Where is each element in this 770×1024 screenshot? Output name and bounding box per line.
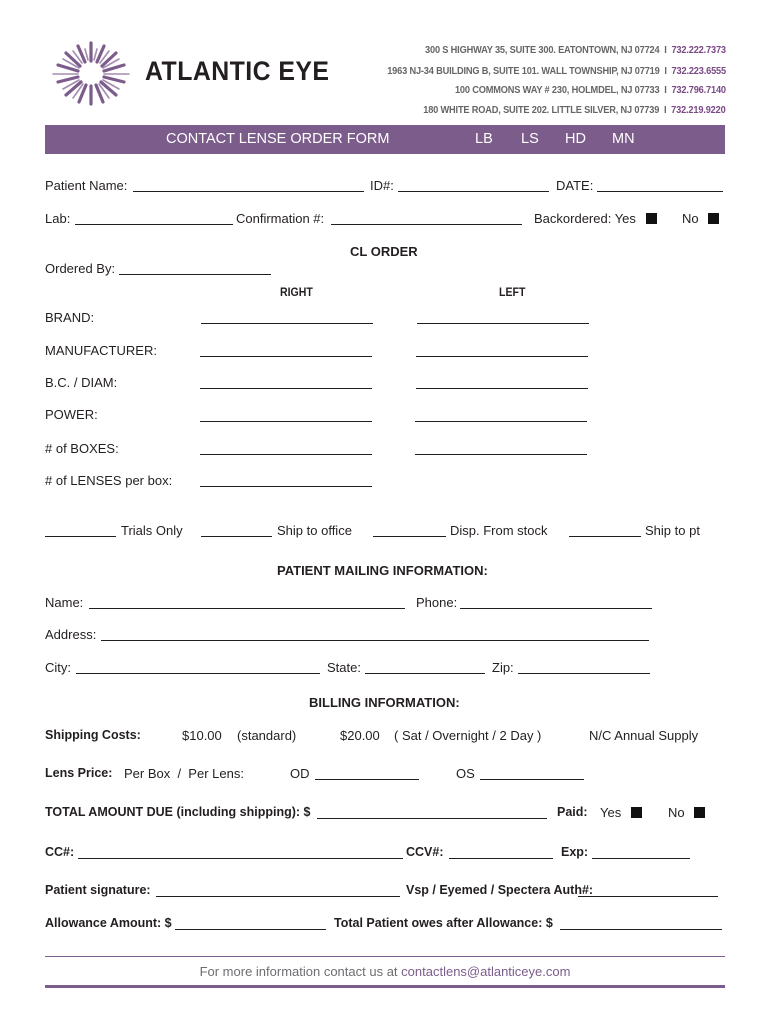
paid-yes-option[interactable] bbox=[600, 805, 642, 820]
total-due-field[interactable] bbox=[317, 818, 547, 819]
exp-label: Exp: bbox=[561, 845, 589, 859]
cl-order-heading: CL ORDER bbox=[350, 244, 418, 259]
footer-bottom-rule bbox=[45, 985, 725, 988]
overnight-label: ( Sat / Overnight / 2 Day ) bbox=[394, 728, 542, 743]
boxes-right-field[interactable] bbox=[200, 454, 372, 455]
auth-field[interactable] bbox=[578, 896, 718, 897]
state-label: State: bbox=[327, 660, 361, 675]
ship-to-office-field[interactable] bbox=[201, 536, 272, 537]
code-ls[interactable]: LS bbox=[521, 131, 539, 147]
backordered-no-label: No bbox=[682, 211, 699, 226]
city-field[interactable] bbox=[76, 673, 320, 674]
backordered-yes-checkbox[interactable] bbox=[646, 213, 657, 224]
logo bbox=[46, 40, 346, 110]
mailing-name-label: Name: bbox=[45, 595, 84, 610]
paid-no-option[interactable] bbox=[668, 805, 705, 820]
left-column-heading: LEFT bbox=[499, 285, 526, 299]
paid-no-label: No bbox=[668, 805, 685, 820]
cc-field[interactable] bbox=[78, 858, 403, 859]
address-field[interactable] bbox=[101, 640, 649, 641]
per-box-per-lens-label: Per Box / Per Lens: bbox=[124, 766, 244, 781]
code-lb[interactable]: LB bbox=[475, 131, 493, 147]
confirmation-label: Confirmation #: bbox=[236, 211, 325, 226]
backordered-yes-option[interactable] bbox=[534, 211, 657, 226]
address-line-3: 100 COMMONS WAY # 230, HOLMDEL, NJ 07733 I 732.796.7140 bbox=[455, 84, 726, 96]
brand-name: ATLANTIC EYE bbox=[145, 56, 330, 86]
backordered-no-checkbox[interactable] bbox=[708, 213, 719, 224]
power-label: POWER: bbox=[45, 407, 98, 422]
owes-field[interactable] bbox=[560, 929, 722, 930]
boxes-label: # of BOXES: bbox=[45, 441, 119, 456]
os-label: OS bbox=[456, 766, 475, 781]
trials-only-field[interactable] bbox=[45, 536, 116, 537]
ccv-field[interactable] bbox=[449, 858, 553, 859]
ordered-by-label: Ordered By: bbox=[45, 261, 116, 276]
power-left-field[interactable] bbox=[415, 421, 587, 422]
manufacturer-label: MANUFACTURER: bbox=[45, 343, 157, 358]
trials-only-label: Trials Only bbox=[121, 523, 183, 538]
standard-label: (standard) bbox=[237, 728, 297, 743]
phone-field[interactable] bbox=[460, 608, 652, 609]
bc-diam-right-field[interactable] bbox=[200, 388, 372, 389]
backordered-no-option[interactable] bbox=[682, 211, 719, 226]
mailing-heading: PATIENT MAILING INFORMATION: bbox=[277, 563, 488, 578]
lenses-per-box-right-field[interactable] bbox=[200, 486, 372, 487]
allowance-label: Allowance Amount: $ bbox=[45, 916, 172, 930]
patient-name-label: Patient Name: bbox=[45, 178, 128, 193]
zip-label: Zip: bbox=[492, 660, 514, 675]
manufacturer-left-field[interactable] bbox=[416, 356, 588, 357]
paid-no-checkbox[interactable] bbox=[694, 807, 705, 818]
id-label: ID#: bbox=[370, 178, 394, 193]
address-line-1: 300 S HIGHWAY 35, SUITE 300. EATONTOWN, NJ 07724 I 732.222.7373 bbox=[425, 44, 726, 56]
os-field[interactable] bbox=[480, 779, 584, 780]
overnight-price[interactable]: $20.00 bbox=[340, 728, 380, 743]
disp-from-stock-field[interactable] bbox=[373, 536, 446, 537]
id-field[interactable] bbox=[398, 191, 549, 192]
power-right-field[interactable] bbox=[200, 421, 372, 422]
brand-label: BRAND: bbox=[45, 310, 95, 325]
boxes-left-field[interactable] bbox=[415, 454, 587, 455]
code-mn[interactable]: MN bbox=[612, 131, 635, 147]
billing-heading: BILLING INFORMATION: bbox=[309, 695, 460, 710]
footer-email-link[interactable]: contactlens@atlanticeye.com bbox=[401, 964, 571, 979]
ccv-label: CCV#: bbox=[406, 845, 444, 859]
ordered-by-field[interactable] bbox=[119, 274, 271, 275]
annual-supply-label[interactable]: N/C Annual Supply bbox=[589, 728, 699, 743]
exp-field[interactable] bbox=[592, 858, 690, 859]
owes-label: Total Patient owes after Allowance: $ bbox=[334, 916, 553, 930]
patient-name-field[interactable] bbox=[133, 191, 364, 192]
address-line-4: 180 WHITE ROAD, SUITE 202. LITTLE SILVER, NJ 07739 I 732.219.9220 bbox=[423, 104, 726, 116]
backordered-label: Backordered: Yes bbox=[534, 211, 636, 226]
address-label: Address: bbox=[45, 627, 97, 642]
phone-label: Phone: bbox=[416, 595, 458, 610]
ship-to-pt-label: Ship to pt bbox=[645, 523, 700, 538]
footer-top-rule bbox=[45, 956, 725, 957]
disp-from-stock-label: Disp. From stock bbox=[450, 523, 548, 538]
title-bar bbox=[45, 125, 725, 154]
od-label: OD bbox=[290, 766, 310, 781]
zip-field[interactable] bbox=[518, 673, 650, 674]
brand-left-field[interactable] bbox=[417, 323, 589, 324]
lens-price-label: Lens Price: bbox=[45, 766, 113, 780]
code-hd[interactable]: HD bbox=[565, 131, 586, 147]
bc-diam-left-field[interactable] bbox=[416, 388, 588, 389]
address-line-2: 1963 NJ-34 BUILDING B, SUITE 101. WALL TOWNSHIP, NJ 07719 I 732.223.6555 bbox=[387, 65, 726, 77]
state-field[interactable] bbox=[365, 673, 485, 674]
od-field[interactable] bbox=[315, 779, 419, 780]
ship-to-office-label: Ship to office bbox=[277, 523, 352, 538]
confirmation-field[interactable] bbox=[331, 224, 522, 225]
sunburst-logo-icon bbox=[46, 40, 136, 106]
bc-diam-label: B.C. / DIAM: bbox=[45, 375, 118, 390]
manufacturer-right-field[interactable] bbox=[200, 356, 372, 357]
date-label: DATE: bbox=[556, 178, 594, 193]
auth-label: Vsp / Eyemed / Spectera Auth#: bbox=[406, 883, 594, 897]
signature-label: Patient signature: bbox=[45, 883, 151, 897]
lab-field[interactable] bbox=[75, 224, 233, 225]
signature-field[interactable] bbox=[156, 896, 400, 897]
footer-text: For more information contact us at contactlens@atlanticeye.com bbox=[199, 964, 571, 979]
allowance-field[interactable] bbox=[175, 929, 326, 930]
lab-label: Lab: bbox=[45, 211, 71, 226]
paid-yes-checkbox[interactable] bbox=[631, 807, 642, 818]
form-title: CONTACT LENSE ORDER FORM bbox=[166, 131, 390, 147]
shipping-costs-label: Shipping Costs: bbox=[45, 728, 141, 742]
lenses-per-box-label: # of LENSES per box: bbox=[45, 473, 173, 488]
cc-label: CC#: bbox=[45, 845, 75, 859]
brand-right-field[interactable] bbox=[201, 323, 373, 324]
date-field[interactable] bbox=[597, 191, 723, 192]
mailing-name-field[interactable] bbox=[89, 608, 405, 609]
total-due-label: TOTAL AMOUNT DUE (including shipping): $ bbox=[45, 805, 311, 819]
standard-price[interactable]: $10.00 bbox=[182, 728, 222, 743]
paid-label: Paid: bbox=[557, 805, 588, 819]
city-label: City: bbox=[45, 660, 71, 675]
paid-yes-label: Yes bbox=[600, 805, 622, 820]
right-column-heading: RIGHT bbox=[280, 285, 313, 299]
ship-to-pt-field[interactable] bbox=[569, 536, 641, 537]
